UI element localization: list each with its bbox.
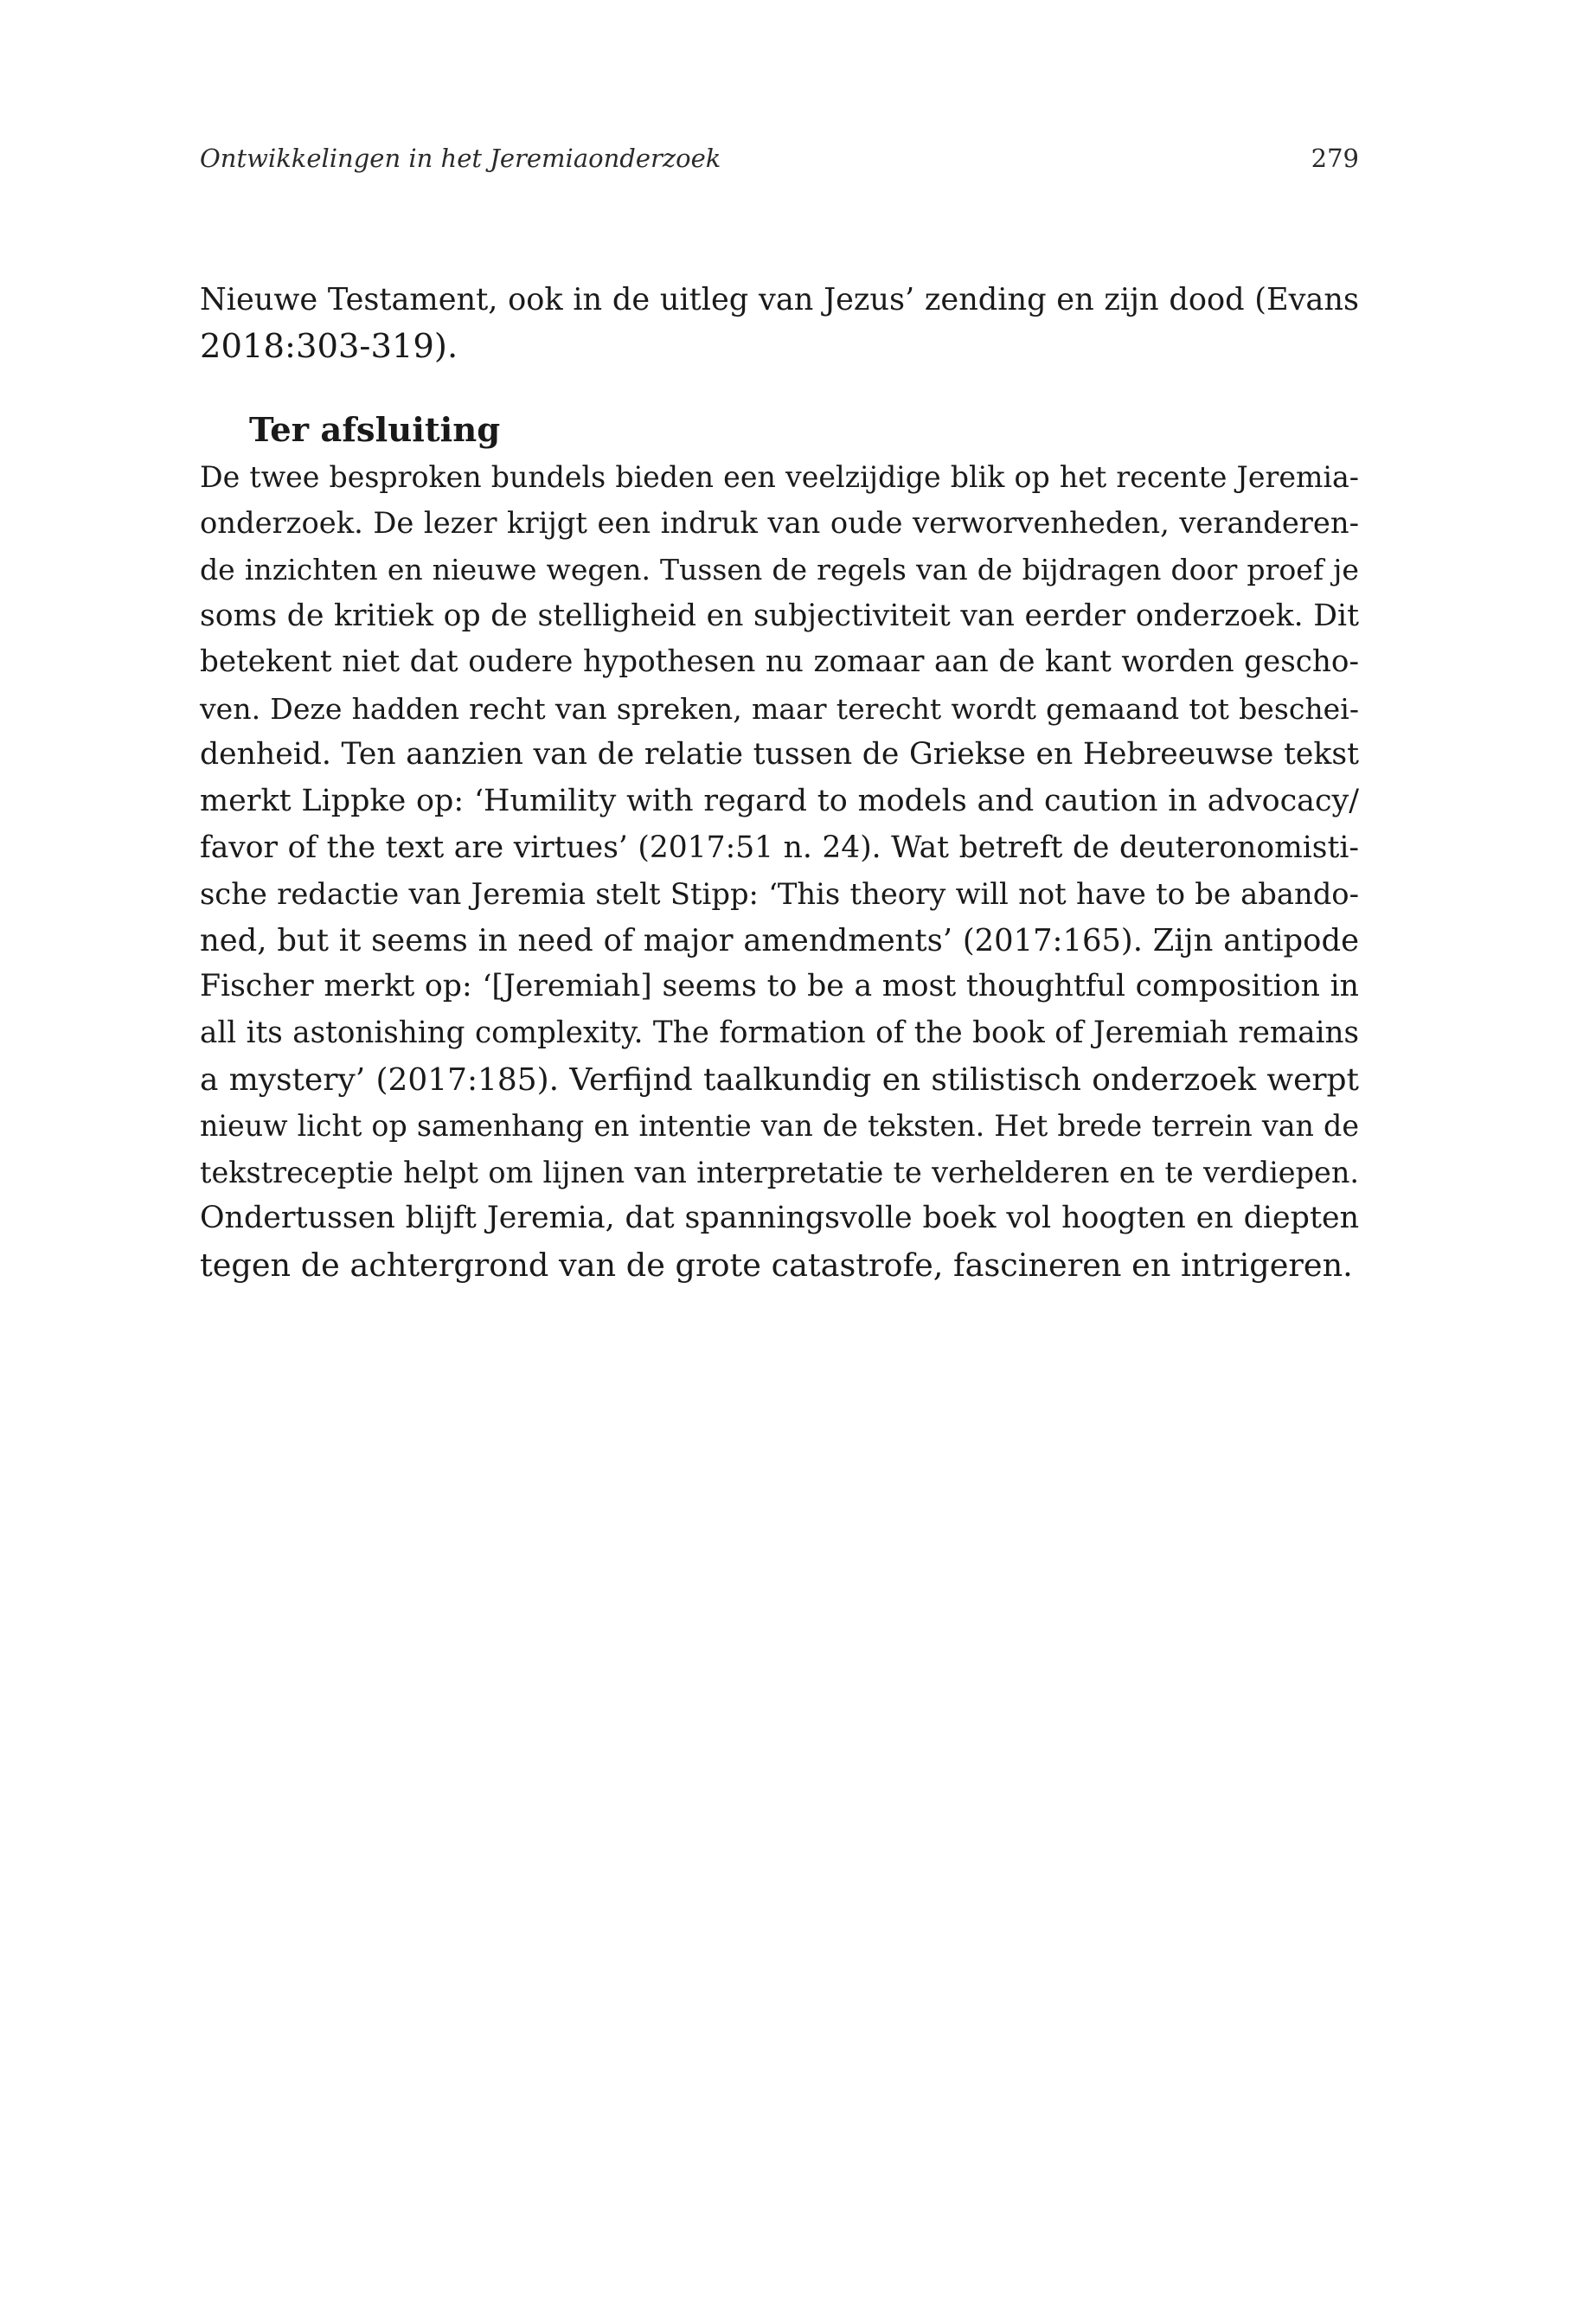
text-line: De twee besproken bundels bieden een veelzijdige blik op het recente Jeremia- xyxy=(200,459,1359,494)
text-line: ven. Deze hadden recht van spreken, maar terecht wordt gemaand tot beschei- xyxy=(200,691,1359,726)
running-head-title: Ontwikkelingen in het Jeremiaonderzoek xyxy=(200,144,721,173)
section-heading: Ter afsluiting xyxy=(249,411,501,451)
running-head xyxy=(200,137,1359,180)
text-line: onderzoek. De lezer krijgt een indruk van oude verworvenheden, veranderen- xyxy=(200,506,1359,541)
text-line: sche redactie van Jeremia stelt Stipp: ‘This theory will not have to be abando- xyxy=(200,877,1359,912)
text-line: Nieuwe Testament, ook in de uitleg van Jezus’ zending en zijn dood (Evans xyxy=(200,282,1359,317)
section-spacer xyxy=(200,369,1359,407)
page-number: 279 xyxy=(1311,144,1359,173)
text-line: favor of the text are virtues’ (2017:51 n. 24). Wat betreft de deuteronomisti- xyxy=(200,830,1359,865)
text-line: tegen de achtergrond van de grote catastrofe, fascineren en intrigeren. xyxy=(200,1246,1353,1284)
text-line: a mystery’ (2017:185). Verfijnd taalkundig en stilistisch onderzoek werpt xyxy=(200,1061,1359,1098)
text-line: soms de kritiek op de stelligheid en subjectiviteit van eerder onderzoek. Dit xyxy=(200,598,1359,633)
text-line: ned, but it seems in need of major amendments’ (2017:165). Zijn antipode xyxy=(200,922,1359,958)
text-line: all its astonishing complexity. The formation of the book of Jeremiah remains xyxy=(200,1015,1359,1050)
body-text xyxy=(200,277,1359,1288)
text-line: tekstreceptie helpt om lijnen van interpretatie te verhelderen en te verdiepen. xyxy=(200,1155,1359,1189)
text-line: betekent niet dat oudere hypothesen nu zomaar aan de kant worden gescho- xyxy=(200,644,1359,680)
text-line: merkt Lippke op: ‘Humility with regard to models and caution in advocacy/ xyxy=(200,783,1359,818)
text-line: nieuw licht op samenhang en intentie van de teksten. Het brede terrein van de xyxy=(200,1109,1359,1144)
text-line: 2018:303-319). xyxy=(200,326,458,366)
text-line: de inzichten en nieuwe wegen. Tussen de regels van de bijdragen door proef je xyxy=(200,552,1359,586)
text-line: Fischer merkt op: ‘[Jeremiah] seems to be a most thoughtful composition in xyxy=(200,969,1359,1004)
text-line: denheid. Ten aanzien van de relatie tussen de Griekse en Hebreeuwse tekst xyxy=(200,737,1359,772)
text-line: Ondertussen blijft Jeremia, dat spanningsvolle boek vol hoogten en diepten xyxy=(200,1201,1359,1236)
